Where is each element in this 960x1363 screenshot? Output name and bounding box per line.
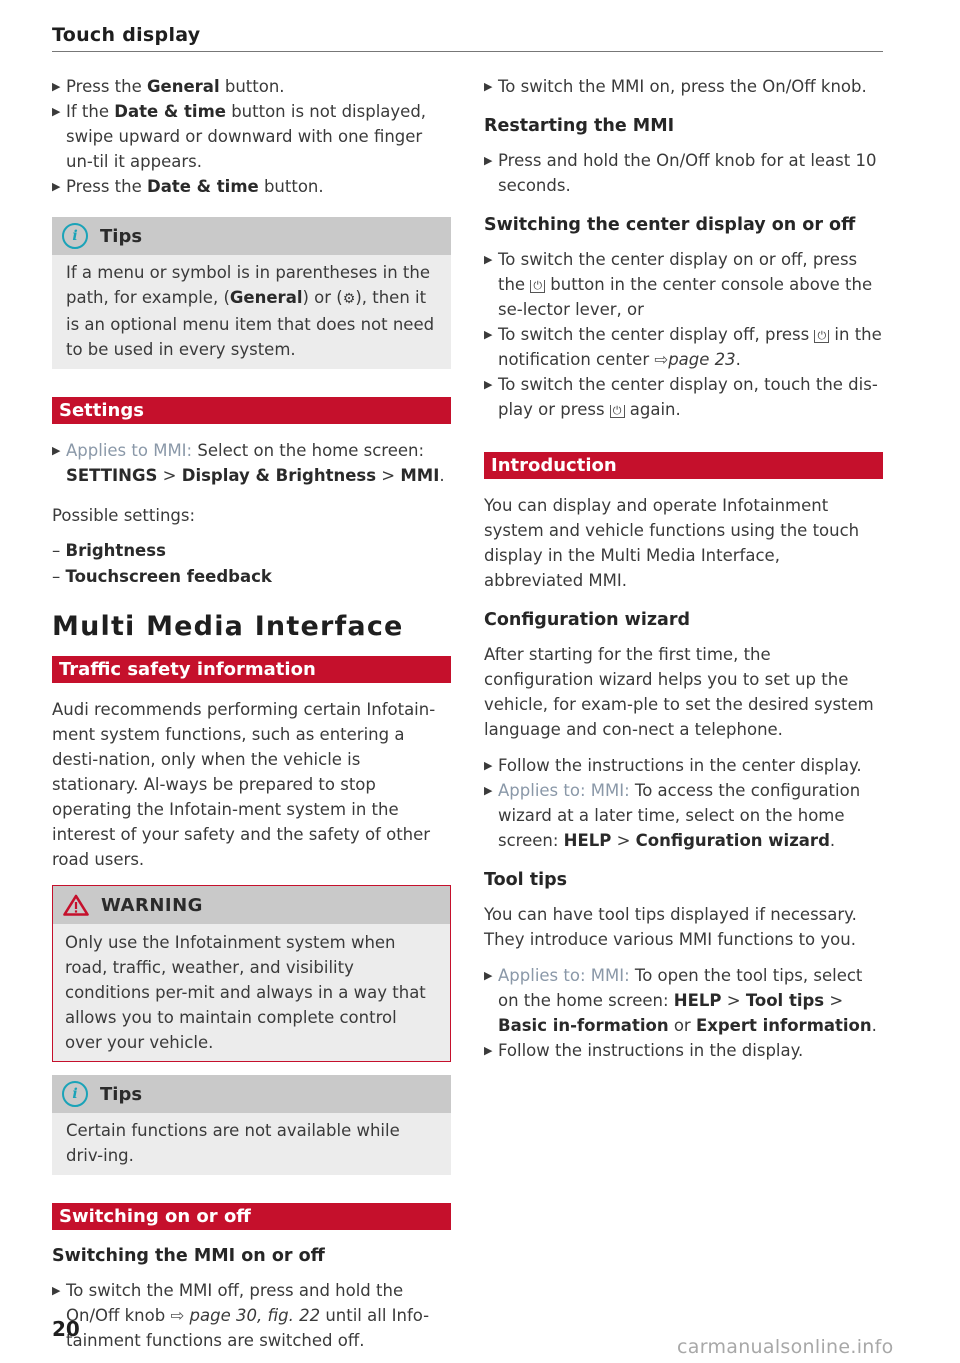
list-item: – Touchscreen feedback xyxy=(52,567,272,586)
subheading-center-display: Switching the center display on or off xyxy=(484,215,856,235)
triangle-right-icon: ▶ xyxy=(484,378,493,391)
triangle-right-icon: ▶ xyxy=(484,969,493,982)
warning-header xyxy=(53,886,450,924)
list-item: ▶ To switch the MMI on, press the On/Off knob. xyxy=(484,74,883,99)
tips-header xyxy=(52,1075,451,1113)
list-item: ▶ To switch the center display off, press ⏻ in the notification center ⇨page 23. xyxy=(484,322,883,372)
triangle-right-icon: ▶ xyxy=(484,784,493,797)
list-item: – Brightness xyxy=(52,541,166,560)
power-button-icon: ⏻ xyxy=(610,405,625,418)
header-divider xyxy=(52,51,883,52)
tips-box xyxy=(52,217,451,369)
triangle-right-icon: ▶ xyxy=(52,180,61,193)
triangle-right-icon: ▶ xyxy=(52,80,61,93)
list-item: ▶ Applies to: MMI: To open the tool tips, select on the home screen: HELP > Tool tips > Basic in-formation or Expert information. xyxy=(484,963,883,1038)
triangle-right-icon: ▶ xyxy=(52,444,61,457)
subheading-switching-mmi: Switching the MMI on or off xyxy=(52,1246,325,1266)
triangle-right-icon: ▶ xyxy=(484,154,493,167)
page-number: 20 xyxy=(52,1317,80,1341)
list-item: ▶ To switch the center display on or off, press the ⏻ button in the center console above the se-lector lever, or xyxy=(484,247,883,322)
power-button-icon: ⏻ xyxy=(814,330,829,343)
left-column xyxy=(52,74,451,1353)
possible-settings-label: Possible settings: xyxy=(52,506,196,525)
list-item: ▶ To switch the MMI off, press and hold the On/Off knob ⇨ page 30, fig. 22 until all Info-tainment functions are switched off. xyxy=(52,1278,451,1353)
list-item: ▶ To switch the center display on, touch the dis-play or press ⏻ again. xyxy=(484,372,883,422)
power-button-icon: ⏻ xyxy=(530,280,545,293)
page-reference-link[interactable]: page 30, fig. 22 xyxy=(189,1306,321,1325)
section-heading-switching: Switching on or off xyxy=(52,1203,451,1230)
chapter-title: Multi Media Interface xyxy=(52,611,404,642)
warning-box xyxy=(52,885,451,1062)
triangle-right-icon: ▶ xyxy=(484,253,493,266)
list-item: ▶ Press the General button. xyxy=(52,74,451,99)
triangle-right-icon: ▶ xyxy=(484,1044,493,1057)
triangle-right-icon: ▶ xyxy=(52,1284,61,1297)
warning-body: Only use the Infotainment system when road, traffic, weather, and visibility conditions per-mit and always in a way that allows you to maintain complete control over your vehicle. xyxy=(65,933,426,1052)
tips-label: Tips xyxy=(100,225,143,247)
page-header-title: Touch display xyxy=(52,24,201,46)
reference-arrow-icon: ⇨ xyxy=(170,1306,185,1325)
configuration-paragraph: After starting for the first time, the configuration wizard helps you to set up the vehicle, for exam-ple to set the desired system language and con-nect a telephone. xyxy=(484,645,874,739)
subheading-configuration-wizard: Configuration wizard xyxy=(484,610,690,630)
info-icon: i xyxy=(62,223,88,249)
gear-icon: ⚙ xyxy=(342,291,356,307)
list-item: ▶ Applies to: MMI: To access the configuration wizard at a later time, select on the home screen: HELP > Configuration wizard. xyxy=(484,778,883,853)
triangle-right-icon: ▶ xyxy=(484,328,493,341)
tips-body: Certain functions are not available while driv-ing. xyxy=(66,1121,400,1165)
page-reference-link[interactable]: page 23 xyxy=(668,350,736,369)
tips-label: Tips xyxy=(100,1083,143,1105)
subheading-tool-tips: Tool tips xyxy=(484,870,568,890)
tips-body: If a menu or symbol is in parentheses in the path, for example, (General) or (⚙), then it is an optional menu item that does not need to be used in every system. xyxy=(66,263,435,359)
list-item: ▶ Press the Date & time button. xyxy=(52,174,451,199)
subheading-restarting: Restarting the MMI xyxy=(484,116,675,136)
introduction-paragraph: You can display and operate Infotainment system and vehicle functions using the touch display in the Multi Media Interface, abbreviated MMI. xyxy=(484,496,860,590)
tool-tips-paragraph: You can have tool tips displayed if necessary. They introduce various MMI functions to you. xyxy=(484,905,857,949)
list-item: ▶ Press and hold the On/Off knob for at least 10 seconds. xyxy=(484,148,883,198)
list-item: ▶ Follow the instructions in the center display. xyxy=(484,753,883,778)
list-item: ▶ Follow the instructions in the display. xyxy=(484,1038,883,1063)
triangle-right-icon: ▶ xyxy=(484,80,493,93)
triangle-right-icon: ▶ xyxy=(484,759,493,772)
list-item: ▶ Applies to MMI: Select on the home screen: SETTINGS > Display & Brightness > MMI. xyxy=(52,438,451,488)
watermark: carmanualsonline.info xyxy=(677,1336,894,1358)
list-item: ▶ If the Date & time button is not displayed, swipe upward or downward with one finger un-til it appears. xyxy=(52,99,451,174)
warning-label: WARNING xyxy=(101,894,203,916)
section-heading-settings: Settings xyxy=(52,397,451,424)
section-heading-introduction: Introduction xyxy=(484,452,883,479)
tips-header xyxy=(52,217,451,255)
tips-box xyxy=(52,1075,451,1175)
section-heading-traffic-safety: Traffic safety information xyxy=(52,656,451,683)
warning-triangle-icon xyxy=(63,894,89,916)
traffic-safety-paragraph: Audi recommends performing certain Infotain-ment system functions, such as entering a desti-nation, only when the vehicle is stationary. Al-ways be prepared to stop operating the Infotain-ment system in the interest of your safety and the safety of other road users. xyxy=(52,700,436,869)
intro-bullet-list xyxy=(52,74,451,199)
right-column xyxy=(484,74,883,1063)
triangle-right-icon: ▶ xyxy=(52,105,61,118)
reference-arrow-icon: ⇨ xyxy=(654,350,669,369)
info-icon: i xyxy=(62,1081,88,1107)
